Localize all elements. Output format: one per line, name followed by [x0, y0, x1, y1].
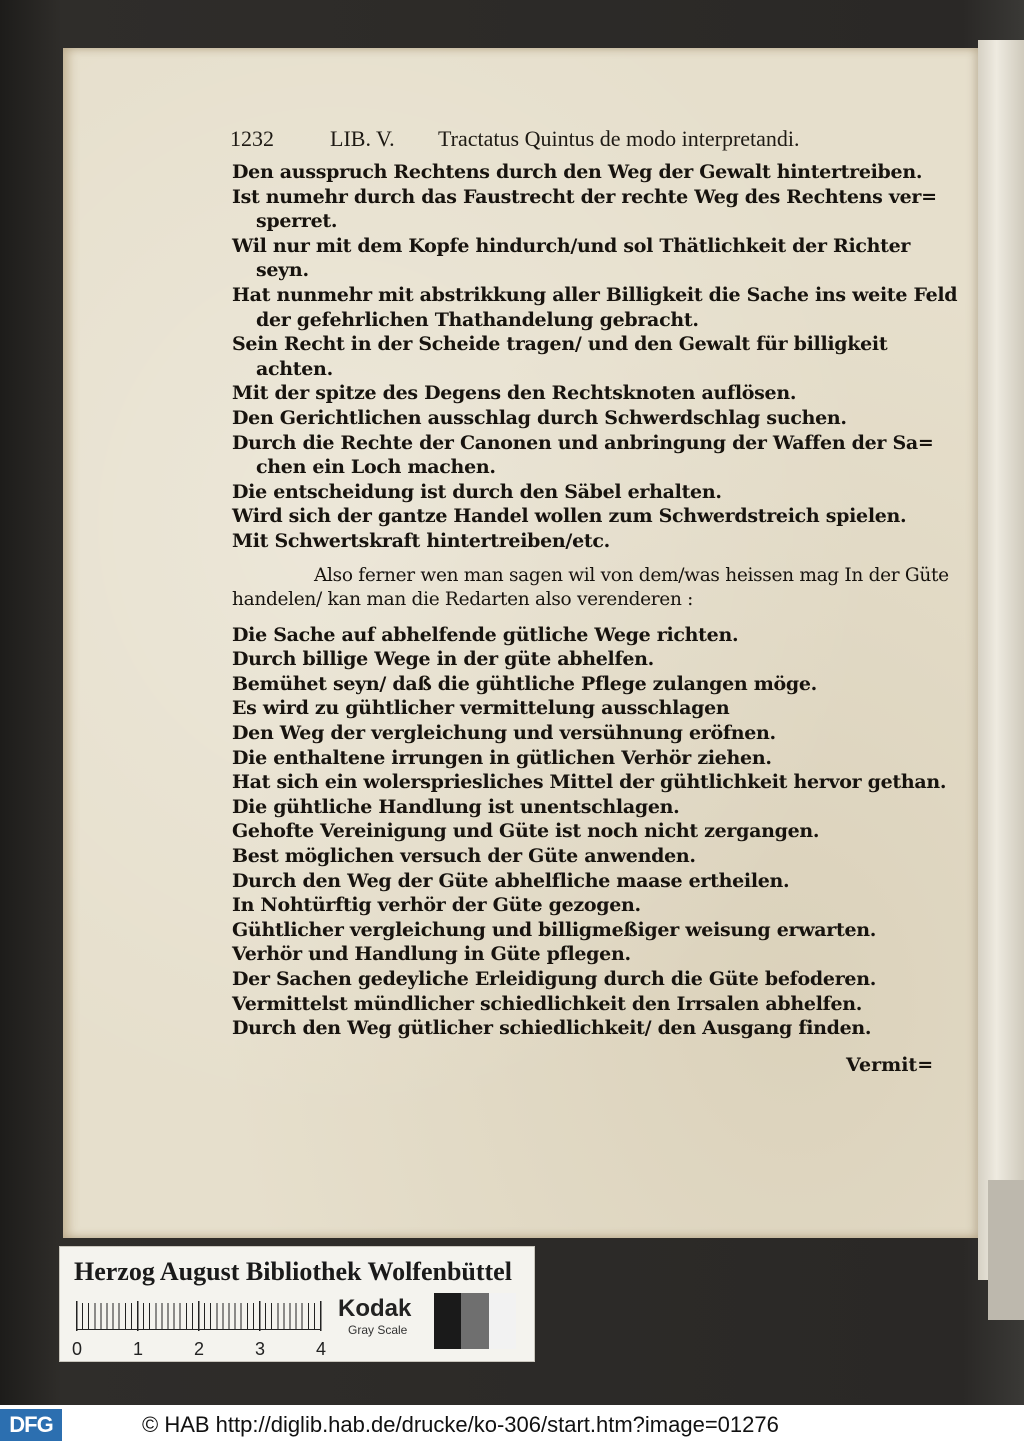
text-line: Best möglichen versuch der Güte anwenden. — [232, 845, 696, 868]
ruler-numbers — [70, 1339, 330, 1359]
text-line: Die enthaltene irrungen in gütlichen Verhör ziehen. — [232, 746, 772, 769]
catchword: Vermit= — [846, 1054, 934, 1076]
text-line: Hat nunmehr mit abstrikkung aller Billigkeit die Sache ins weite Feld — [232, 283, 958, 306]
ruler-number: 4 — [316, 1339, 327, 1359]
paragraph-line: handelen/ kan man die Redarten also verenderen : — [232, 589, 694, 611]
text-line: seyn. — [256, 259, 309, 282]
text-line: Die Sache auf abhelfende gütliche Wege richten. — [232, 623, 739, 646]
text-line: Mit Schwertskraft hintertreiben/etc. — [232, 529, 610, 552]
ruler-number: 3 — [255, 1339, 266, 1359]
text-line: Wird sich der gantze Handel wollen zum Schwerdstreich spielen. — [232, 505, 907, 528]
swatch-black — [434, 1293, 461, 1349]
copyright-link[interactable]: © HAB http://diglib.hab.de/drucke/ko-306/start.htm?image=01276 — [142, 1412, 779, 1437]
text-line: der gefehrlichen Thathandelung gebracht. — [256, 308, 699, 331]
text-line: Die entscheidung ist durch den Säbel erhalten. — [232, 480, 722, 503]
text-line: Den Gerichtlichen ausschlag durch Schwerdschlag suchen. — [232, 406, 847, 429]
running-header — [230, 126, 930, 156]
dfg-logo: DFG — [0, 1409, 62, 1441]
kodak-logo: Kodak — [338, 1295, 412, 1322]
text-line: Durch den Weg gütlicher schiedlichkeit/ den Ausgang finden. — [232, 1017, 872, 1040]
page-edge-shadow — [988, 1180, 1024, 1320]
ruler-number: 0 — [72, 1339, 83, 1359]
text-line: chen ein Loch machen. — [256, 456, 496, 479]
running-title: Tractatus Quintus de modo interpretandi. — [438, 126, 800, 151]
text-line: Sein Recht in der Scheide tragen/ und den Gewalt für billigkeit — [232, 333, 888, 356]
scale-ruler-major-ticks — [76, 1301, 326, 1331]
footer-bar — [0, 1405, 1024, 1444]
text-line: Durch billige Wege in der güte abhelfen. — [232, 648, 654, 671]
gray-scale-label: Gray Scale — [348, 1323, 408, 1337]
text-line: Bemühet seyn/ daß die gühtliche Pflege zulangen möge. — [232, 672, 817, 695]
library-label-card — [59, 1246, 535, 1362]
text-line: Es wird zu gühtlicher vermittelung ausschlagen — [232, 697, 730, 720]
gray-swatches — [434, 1293, 516, 1349]
library-name: Herzog August Bibliothek Wolfenbüttel — [74, 1257, 512, 1286]
text-line: Durch die Rechte der Canonen und anbringung der Waffen der Sa= — [232, 431, 934, 454]
swatch-white — [489, 1293, 516, 1349]
text-line: Vermittelst mündlicher schiedlichkeit den Irrsalen abhelfen. — [232, 992, 863, 1015]
text-line: sperret. — [256, 210, 338, 233]
page-number: 1232 — [230, 126, 274, 151]
text-line: Hat sich ein wolerspriesliches Mittel der gühtlichkeit hervor gethan. — [232, 771, 947, 794]
page-text — [232, 160, 958, 1041]
text-line: Der Sachen gedeyliche Erleidigung durch die Güte befoderen. — [232, 968, 877, 990]
text-line: Gehofte Vereinigung und Güte ist noch nicht zergangen. — [232, 820, 820, 843]
text-line: In Nohtürftig verhör der Güte gezogen. — [232, 894, 641, 917]
text-line: Durch den Weg der Güte abhelfliche maase ertheilen. — [232, 869, 790, 892]
text-line: Verhör und Handlung in Güte pflegen. — [232, 943, 631, 966]
paragraph-line: Also ferner wen man sagen wil von dem/was heissen mag In der Güte — [314, 564, 949, 586]
text-line: Mit der spitze des Degens den Rechtsknoten auflösen. — [232, 382, 797, 405]
text-line: Die gühtliche Handlung ist unentschlagen. — [232, 795, 680, 818]
text-line: Den ausspruch Rechtens durch den Weg der Gewalt hintertreiben. — [232, 161, 923, 183]
ruler-number: 2 — [194, 1339, 205, 1359]
text-line: Ist numehr durch das Faustrecht der rechte Weg des Rechtens ver= — [232, 185, 937, 208]
book-label: LIB. V. — [330, 126, 395, 151]
text-line: Wil nur mit dem Kopfe hindurch/und sol Thätlichkeit der Richter — [232, 234, 911, 257]
swatch-gray — [461, 1293, 488, 1349]
text-line: Den Weg der vergleichung und versühnung eröfnen. — [232, 722, 776, 745]
text-line: achten. — [256, 357, 333, 380]
ruler-number: 1 — [133, 1339, 144, 1359]
next-page-edge — [978, 40, 1024, 1280]
text-line: Gühtlicher vergleichung und billigmeßiger weisung erwarten. — [232, 918, 877, 941]
